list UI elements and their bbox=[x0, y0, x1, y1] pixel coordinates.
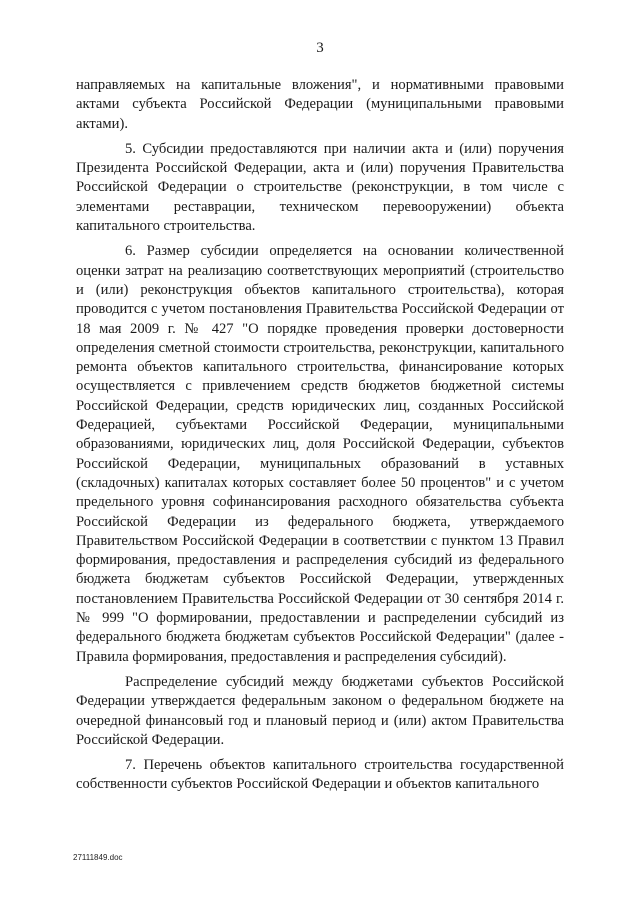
paragraph-item-7: 7. Перечень объектов капитального строительства государственной собственности субъектов Российской Федерации и объектов капитального bbox=[76, 757, 564, 793]
page-number: 3 bbox=[316, 40, 324, 56]
paragraph-item-5: 5. Субсидии предоставляются при наличии акта и (или) поручения Президента Российской Федерации, акта и (или) поручения Правительства Российской Федерации о строительстве (реконструкции, в том числе с элементами реставрации, техническом перевооружении) объекта капитального строительства. bbox=[76, 140, 564, 235]
document-body bbox=[76, 76, 564, 801]
file-reference: 27111849.doc bbox=[73, 853, 123, 862]
paragraph-continuation: направляемых на капитальные вложения", и нормативными правовыми актами субъекта Российской Федерации (муниципальными правовыми актами). bbox=[76, 77, 564, 132]
paragraph-item-6: 6. Размер субсидии определяется на основании количественной оценки затрат на реализацию соответствующих мероприятий (строительство и (или) реконструкция объектов капитального строительства), которая проводится с учетом постановления Правительства Российской Федерации от 18 мая 2009 г. № 427 "О порядке проведения проверки достоверности определения сметной стоимости строительства, реконструкции, капитального ремонта объектов капитального строительства, финансирование которых осуществляется с привлечением средств бюджетов бюджетной системы Российской Федерации, средств юридических лиц, созданных Российской Федерацией, субъектами Российской Федерации, муниципальными образованиями, юридических лиц, доля Российской Федерации, субъектов Российской Федерации, муниципальных образований в уставных (складочных) капиталах которых составляет более 50 процентов" и с учетом предельного уровня софинансирования расходного обязательства субъекта Российской Федерации из федерального бюджета, утверждаемого Правительством Российской Федерации в соответствии с пунктом 13 Правил формирования, предоставления и распределения субсидий из федерального бюджета бюджетам субъектов Российской Федерации, утвержденных постановлением Правительства Российской Федерации от 30 сентября 2014 г. № 999 "О формировании, предоставлении и распределении субсидий из федерального бюджета бюджетам субъектов Российской Федерации" (далее - Правила формирования, предоставления и распределения субсидий). bbox=[76, 243, 564, 665]
paragraph-distribution: Распределение субсидий между бюджетами субъектов Российской Федерации утверждается федеральным законом о федеральном бюджете на очередной финансовый год и плановый период и (или) актом Правительства Российской Федерации. bbox=[76, 673, 564, 748]
